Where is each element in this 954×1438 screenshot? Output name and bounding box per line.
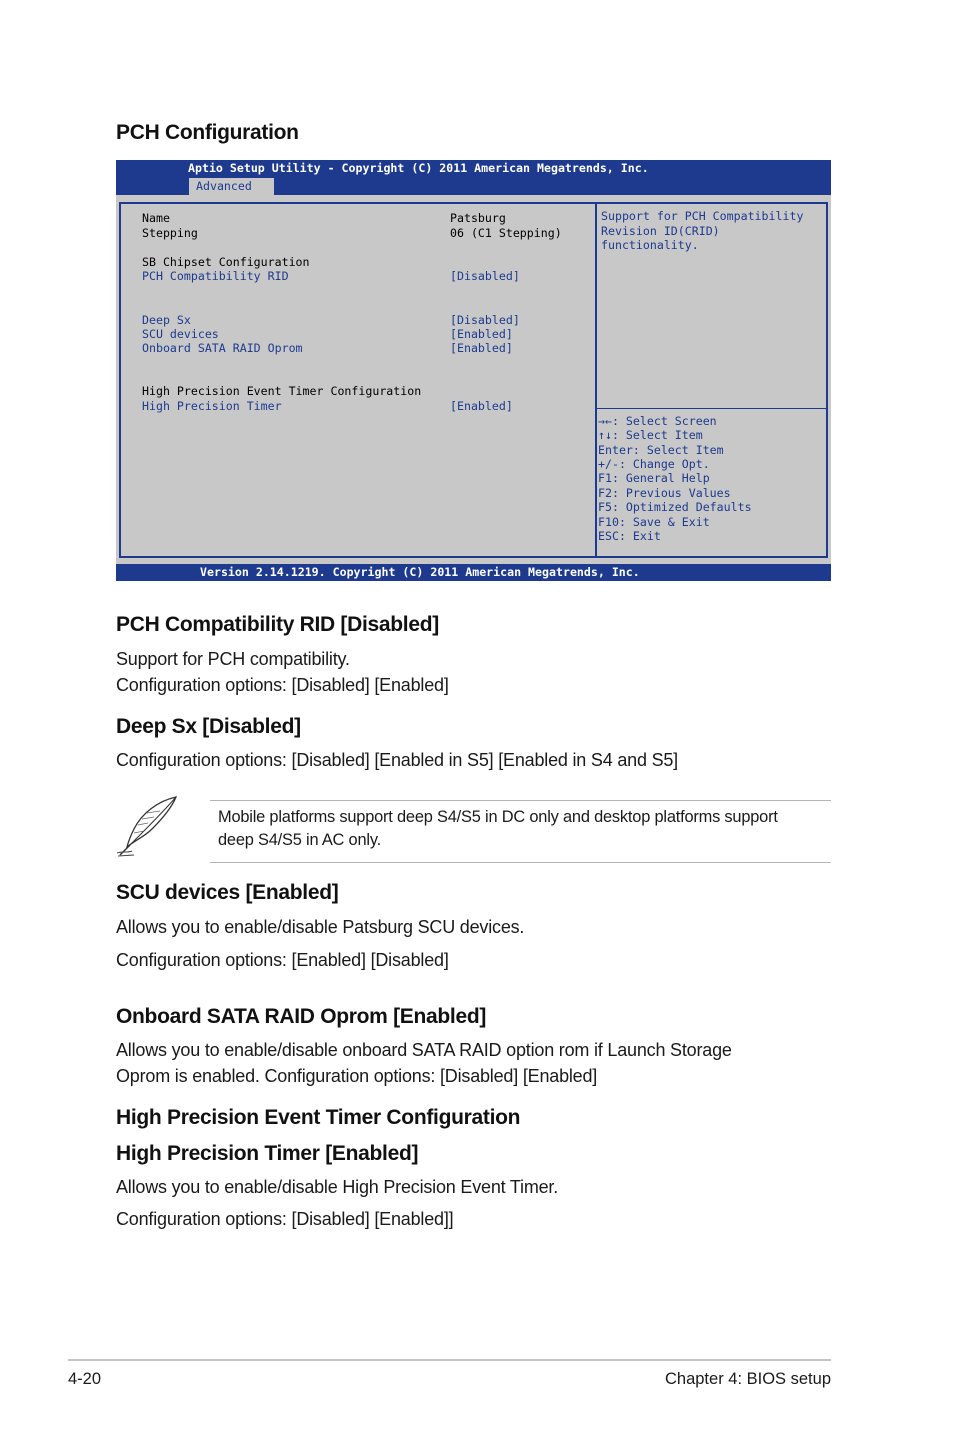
bios-help-divider bbox=[597, 408, 828, 409]
section-title-sata-raid-oprom: Onboard SATA RAID Oprom [Enabled] bbox=[116, 1005, 487, 1028]
note-line-2: deep S4/S5 in AC only. bbox=[218, 831, 381, 849]
bios-item-deep-sx[interactable]: Deep Sx bbox=[142, 313, 191, 327]
note-bottom-rule bbox=[210, 862, 831, 863]
bios-help-line-3: functionality. bbox=[601, 238, 699, 252]
bios-item-pch-rid[interactable]: PCH Compatibility RID bbox=[142, 269, 289, 283]
bios-key-previous-values: F2: Previous Values bbox=[598, 486, 731, 500]
section-title-hpet: High Precision Timer [Enabled] bbox=[116, 1142, 419, 1165]
bios-footer: Version 2.14.1219. Copyright (C) 2011 American Megatrends, Inc. bbox=[116, 564, 831, 581]
bios-key-optimized-defaults: F5: Optimized Defaults bbox=[598, 500, 752, 514]
bios-header bbox=[116, 160, 831, 195]
bios-screenshot bbox=[116, 160, 831, 581]
pch-rid-desc-2: Configuration options: [Disabled] [Enabled] bbox=[116, 675, 449, 695]
bios-sb-chipset-config: SB Chipset Configuration bbox=[142, 255, 310, 269]
bios-key-save-exit: F10: Save & Exit bbox=[598, 515, 710, 529]
bios-key-enter: Enter: Select Item bbox=[598, 443, 724, 457]
bios-value-sata-raid-oprom[interactable]: [Enabled] bbox=[450, 341, 513, 355]
pch-rid-desc-1: Support for PCH compatibility. bbox=[116, 649, 350, 669]
bios-help-line-1: Support for PCH Compatibility bbox=[601, 209, 804, 223]
bios-key-select-screen: →←: Select Screen bbox=[598, 414, 717, 428]
scu-desc-1: Allows you to enable/disable Patsburg SCU devices. bbox=[116, 917, 525, 937]
feather-quill-icon bbox=[114, 795, 180, 859]
bios-key-select-item: ↑↓: Select Item bbox=[598, 428, 703, 442]
bios-body bbox=[116, 195, 831, 564]
bios-help-line-2: Revision ID(CRID) bbox=[601, 224, 720, 238]
bios-value-hpet[interactable]: [Enabled] bbox=[450, 399, 513, 413]
footer-rule bbox=[68, 1359, 831, 1361]
bios-vertical-divider bbox=[595, 202, 597, 558]
bios-item-sata-raid-oprom[interactable]: Onboard SATA RAID Oprom bbox=[142, 341, 303, 355]
bios-title: Aptio Setup Utility - Copyright (C) 2011 American Megatrends, Inc. bbox=[188, 161, 649, 175]
bios-key-general-help: F1: General Help bbox=[598, 471, 710, 485]
bios-item-hpet[interactable]: High Precision Timer bbox=[142, 399, 282, 413]
bios-hpet-config: High Precision Event Timer Configuration bbox=[142, 384, 422, 398]
bios-key-change-opt: +/-: Change Opt. bbox=[598, 457, 710, 471]
bios-tab-advanced[interactable]: Advanced bbox=[189, 178, 274, 195]
sata-desc-2: Oprom is enabled. Configuration options: [Disabled] [Enabled] bbox=[116, 1066, 598, 1086]
bios-name-value: Patsburg bbox=[450, 211, 506, 225]
note-line-1: Mobile platforms support deep S4/S5 in DC only and desktop platforms support bbox=[218, 808, 778, 826]
hpet-desc-2: Configuration options: [Disabled] [Enabled]] bbox=[116, 1209, 454, 1229]
bios-stepping-value: 06 (C1 Stepping) bbox=[450, 226, 562, 240]
chapter-label: Chapter 4: BIOS setup bbox=[664, 1370, 831, 1388]
bios-value-deep-sx[interactable]: [Disabled] bbox=[450, 313, 520, 327]
sata-desc-1: Allows you to enable/disable onboard SATA RAID option rom if Launch Storage bbox=[116, 1040, 732, 1060]
bios-value-scu-devices[interactable]: [Enabled] bbox=[450, 327, 513, 341]
section-title-scu-devices: SCU devices [Enabled] bbox=[116, 881, 339, 904]
hpet-desc-1: Allows you to enable/disable High Precision Event Timer. bbox=[116, 1177, 559, 1197]
bios-item-scu-devices[interactable]: SCU devices bbox=[142, 327, 219, 341]
section-title-hpet-configuration: High Precision Event Timer Configuration bbox=[116, 1106, 521, 1129]
section-title-deep-sx: Deep Sx [Disabled] bbox=[116, 715, 301, 738]
section-title-pch-configuration: PCH Configuration bbox=[116, 121, 299, 144]
note-top-rule bbox=[210, 800, 831, 801]
page-number: 4-20 bbox=[68, 1370, 102, 1388]
deep-sx-desc: Configuration options: [Disabled] [Enabled in S5] [Enabled in S4 and S5] bbox=[116, 750, 678, 770]
bios-key-esc-exit: ESC: Exit bbox=[598, 529, 661, 543]
scu-desc-2: Configuration options: [Enabled] [Disabled] bbox=[116, 950, 449, 970]
bios-stepping-label: Stepping bbox=[142, 226, 198, 240]
bios-value-pch-rid[interactable]: [Disabled] bbox=[450, 269, 520, 283]
section-title-pch-rid: PCH Compatibility RID [Disabled] bbox=[116, 613, 439, 636]
bios-name-label: Name bbox=[142, 211, 170, 225]
